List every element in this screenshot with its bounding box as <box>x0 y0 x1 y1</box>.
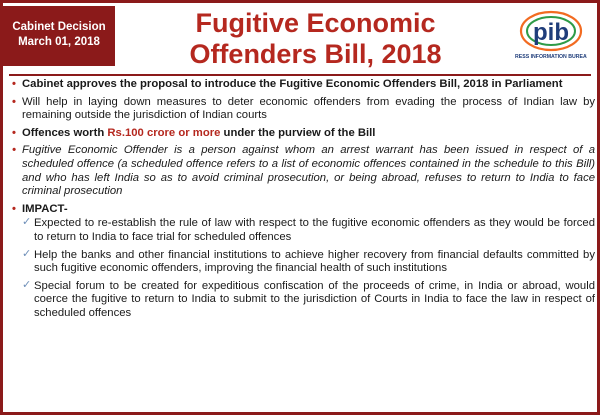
impact-text: Expected to re-establish the rule of law with respect to the fugitive economic offenders as they would be forced to return to India to face trial for scheduled offences <box>34 217 595 243</box>
impact-label: IMPACT- <box>22 202 68 215</box>
checkmark-icon: ✓ <box>22 216 32 229</box>
badge-date: March 01, 2018 <box>18 36 100 48</box>
impact-item <box>12 217 595 244</box>
bullet-dot-icon: • <box>12 78 16 90</box>
checkmark-icon: ✓ <box>22 278 32 291</box>
bullet-definition <box>12 144 595 198</box>
bullet-text-suffix: under the purview of the Bill <box>220 126 376 139</box>
bill-content <box>12 78 595 325</box>
bullet-text-prefix: Offences worth <box>22 126 108 139</box>
bullet-text: Fugitive Economic Offender is a person against whom an arrest warrant has been issued in respect of a scheduled offence (a scheduled offence refers to a list of economic offences contained in the schedule to this Bill) and who has left India so as to avoid criminal prosecution, or being abroad, refuses to return to India to face criminal prosecution <box>22 144 595 198</box>
svg-text:pib: pib <box>533 19 569 46</box>
impact-item <box>12 249 595 276</box>
bullet-dot-icon: • <box>12 144 16 157</box>
title-line-2: Offenders Bill, 2018 <box>189 39 442 69</box>
impact-text: Help the banks and other financial institutions to achieve higher recovery from financial defaults committed by such fugitive economic offenders, improving the financial health of such institutions <box>34 248 595 275</box>
bullet-offence-threshold <box>12 127 595 141</box>
bullet-text: Cabinet approves the proposal to introduce the Fugitive Economic Offenders Bill, 2018 in Parliament <box>22 78 563 90</box>
bullet-deterrence <box>12 96 595 123</box>
page-title <box>153 8 478 70</box>
bullet-dot-icon: • <box>12 202 16 215</box>
title-line-1: Fugitive Economic <box>195 8 436 38</box>
bullet-dot-icon: • <box>12 126 16 139</box>
logo-caption: PRESS INFORMATION BUREAU <box>515 54 587 60</box>
cabinet-decision-badge <box>3 6 115 66</box>
header-divider <box>9 74 591 76</box>
bullet-text: Will help in laying down measures to deter economic offenders from evading the process of Indian law by remaining outside the jurisdiction of Indian courts <box>22 95 595 122</box>
badge-title: Cabinet Decision <box>12 21 106 33</box>
impact-heading <box>12 203 595 217</box>
bullet-dot-icon: • <box>12 95 16 108</box>
bullet-cabinet-approval <box>12 78 595 92</box>
pib-logo-icon <box>515 9 587 71</box>
impact-text: Special forum to be created for expeditious confiscation of the proceeds of crime, in India or abroad, would coerce the fugitive to return to India to submit to the jurisdiction of Courts in India to face the law in respect of scheduled offences <box>34 279 595 319</box>
checkmark-icon: ✓ <box>22 247 32 260</box>
threshold-amount: Rs.100 crore or more <box>107 126 221 139</box>
impact-item <box>12 280 595 321</box>
